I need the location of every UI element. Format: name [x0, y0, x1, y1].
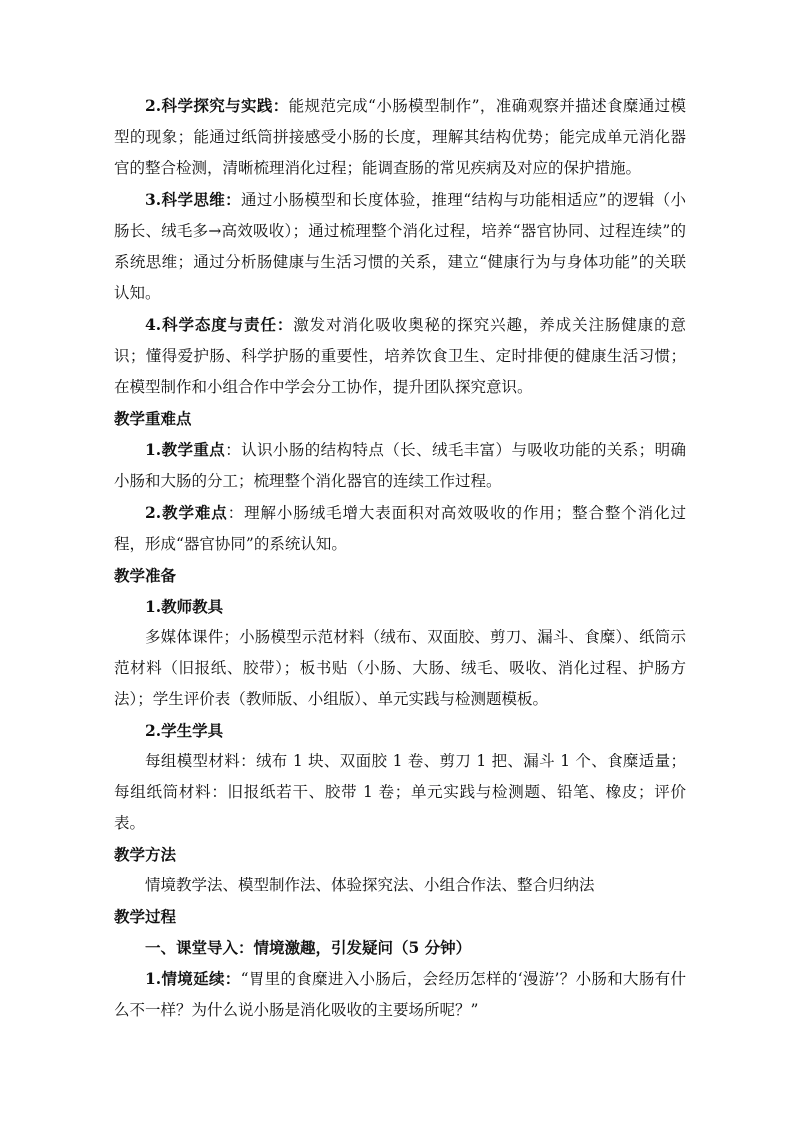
- intro-heading: 一、课堂导入：情境激趣，引发疑问（5 分钟）: [145, 938, 472, 957]
- goal-label: 3.科学思维：: [145, 190, 241, 209]
- section-heading-process: 教学过程: [114, 907, 177, 926]
- intro-item-label: 1.情境延续：: [145, 969, 241, 988]
- section-heading-method: 教学方法: [114, 845, 177, 864]
- section-heading-difficulty: 教学重难点: [114, 409, 192, 428]
- intro-item-paragraph: [114, 963, 686, 1026]
- teacher-tools-text: 多媒体课件；小肠模型示范材料（绒布、双面胶、剪刀、漏斗、食糜）、纸筒示范材料（旧报纸、胶带）；板书贴（小肠、大肠、绒毛、吸收、消化过程、护肠方法）；学生评价表（教师版、小组版）、单元实践与检测题模板。: [114, 628, 686, 708]
- goal-text: 通过小肠模型和长度体验，推理“结构与功能相适应”的逻辑（小肠长、绒毛多→高效吸收）；通过梳理整个消化过程，培养“器官协同、过程连续”的系统思维；通过分析肠健康与生活习惯的关系，建立“健康行为与身体功能”的关联认知。: [114, 191, 686, 302]
- goal-science-thinking: [114, 184, 686, 309]
- goal-science-inquiry: [114, 90, 686, 184]
- hard-point-colon: ：: [227, 504, 245, 522]
- hard-point-label: 2.教学难点: [145, 503, 228, 522]
- hard-point-text: 理解小肠绒毛增大表面积对高效吸收的作用；整合整个消化过程，形成“器官协同”的系统认知。: [114, 504, 686, 553]
- goal-label: 2.科学探究与实践：: [145, 96, 289, 115]
- goal-label: 4.科学态度与责任：: [145, 315, 294, 334]
- goal-science-attitude: [114, 309, 686, 403]
- intro-item-text: “胃里的食糜进入小肠后，会经历怎样的‘漫游’？小肠和大肠有什么不一样？为什么说小肠是消化吸收的主要场所呢？”: [114, 970, 686, 1019]
- goal-text: 激发对消化吸收奥秘的探究兴趣，养成关注肠健康的意识；懂得爱护肠、科学护肠的重要性，培养饮食卫生、定时排便的健康生活习惯；在模型制作和小组合作中学会分工协作，提升团队探究意识。: [114, 316, 686, 396]
- key-point-paragraph: [114, 434, 686, 497]
- teacher-tools-heading: 1.教师教具: [145, 597, 224, 616]
- student-tools-text: 每组模型材料：绒布 1 块、双面胶 1 卷、剪刀 1 把、漏斗 1 个、食糜适量；每组纸筒材料：旧报纸若干、胶带 1 卷；单元实践与检测题、铅笔、橡皮；评价表。: [114, 752, 686, 832]
- hard-point-paragraph: [114, 497, 686, 560]
- key-point-colon: ：: [225, 441, 242, 459]
- goal-text: 能规范完成“小肠模型制作”，准确观察并描述食糜通过模型的现象；能通过纸筒拼接感受小肠的长度，理解其结构优势；能完成单元消化器官的整合检测，清晰梳理消化过程；能调查肠的常见疾病及对应的保护措施。: [114, 97, 686, 177]
- key-point-text: 认识小肠的结构特点（长、绒毛丰富）与吸收功能的关系；明确小肠和大肠的分工；梳理整个消化器官的连续工作过程。: [114, 441, 686, 490]
- key-point-label: 1.教学重点: [145, 440, 226, 459]
- method-text: 情境教学法、模型制作法、体验探究法、小组合作法、整合归纳法: [145, 876, 595, 894]
- section-heading-preparation: 教学准备: [114, 566, 177, 585]
- student-tools-heading: 2.学生学具: [145, 721, 224, 740]
